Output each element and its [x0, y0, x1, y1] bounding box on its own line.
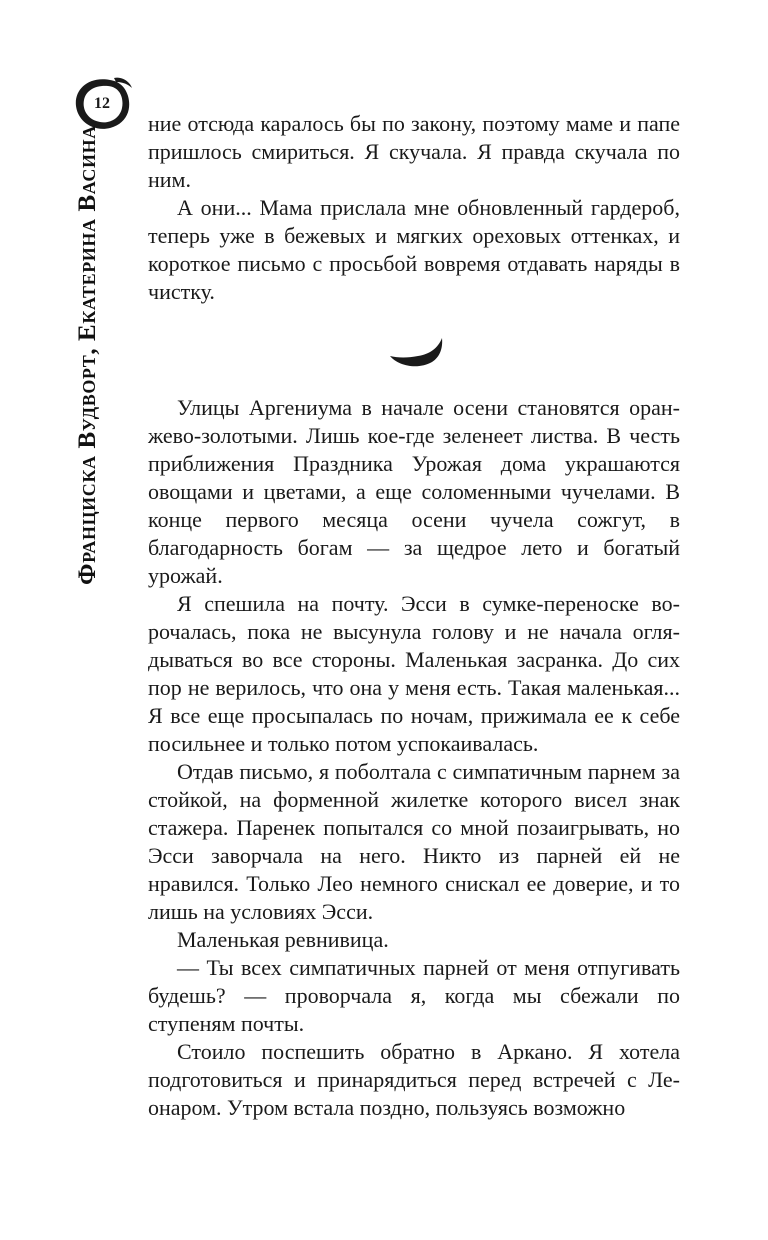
page-number: 12: [94, 95, 110, 112]
paragraph: Я спешила на почту. Эсси в сумке-переноске ворочалась, пока не высунула голову и не начала оглядываться во все стороны. Маленькая засранка. До сих пор не верилось, что она у меня есть. Такая маленькая... Я все еще просыпалась по ночам, прижимала ее к себе посильнее и только потом успокаивалась.: [148, 591, 680, 756]
paragraph: Улицы Аргениума в начале осени становятся оранжево-золотыми. Лишь кое-где зеленеет листва. В честь приближения Праздника Урожая дома украшаются овощами и цветами, а еще соломенными чучелами. В конце первого месяца осени чучела сожгут, в благодарность богам — за щедрое лето и богатый урожай.: [148, 395, 680, 588]
leaf-ornament-icon: [388, 336, 444, 370]
text-block-main: [148, 394, 680, 1122]
running-head-authors: Франциска Вудворт, Екатерина Васина: [74, 125, 101, 585]
text-block-top: [148, 110, 680, 306]
paragraph: Стоило поспешить обратно в Аркано. Я хотела подготовиться и принарядиться перед встречей с Леонаром. Утром встала поздно, пользуясь возможно: [148, 1039, 680, 1120]
paragraph: — Ты всех симпатичных парней от меня отпугивать будешь? — проворчала я, когда мы сбежали по ступеням почты.: [148, 955, 680, 1036]
paragraph: Отдав письмо, я поболтала с симпатичным парнем за стойкой, на форменной жилетке которого висел знак стажера. Паренек попытался со мной позаигрывать, но Эсси заворчала на него. Никто из парней ей не нравился. Только Лео немного снискал ее доверие, и то лишь на условиях Эсси.: [148, 759, 680, 924]
paragraph: Маленькая ревнивица.: [177, 927, 389, 952]
paragraph: ние отсюда каралось бы по закону, поэтому маме и папе пришлось смириться. Я скучала. Я правда скучала по ним.: [148, 111, 680, 192]
paragraph: А они... Мама прислала мне обновленный гардероб, теперь уже в бежевых и мягких ореховых оттенках, и короткое письмо с просьбой вовремя отдавать наряды в чистку.: [148, 195, 680, 304]
